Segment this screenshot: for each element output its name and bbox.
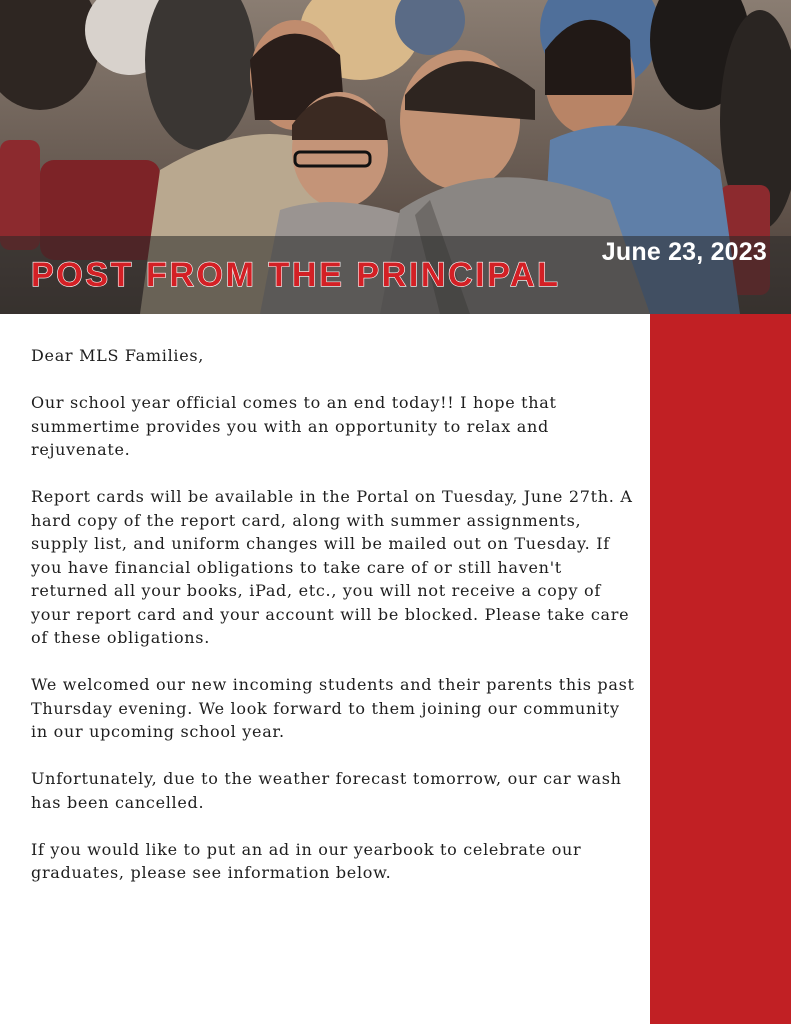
letter-body bbox=[31, 344, 636, 908]
newsletter-title: POST FROM THE PRINCIPAL bbox=[31, 256, 561, 294]
letter-paragraph: We welcomed our new incoming students and their parents this past Thursday evening. We look forward to them joining our community in our upcoming school year. bbox=[31, 675, 635, 741]
letter-paragraph: Our school year official comes to an end today!! I hope that summertime provides you with an opportunity to relax and rejuvenate. bbox=[31, 393, 557, 459]
header-photo bbox=[0, 0, 791, 314]
letter-greeting: Dear MLS Families, bbox=[31, 346, 205, 365]
decorative-side-band bbox=[650, 314, 791, 1024]
letter-paragraph: Report cards will be available in the Portal on Tuesday, June 27th. A hard copy of the report card, along with summer assignments, supply list, and uniform changes will be mailed out on Tuesday. If you have financial obligations to take care of or still haven't returned all your books, iPad, etc., you will not receive a copy of your report card and your account will be blocked. Please take care of these obligations. bbox=[31, 487, 633, 647]
issue-date: June 23, 2023 bbox=[601, 238, 767, 266]
letter-paragraph: If you would like to put an ad in our yearbook to celebrate our graduates, please see information below. bbox=[31, 839, 582, 882]
letter-paragraph: Unfortunately, due to the weather forecast tomorrow, our car wash has been cancelled. bbox=[31, 769, 622, 812]
